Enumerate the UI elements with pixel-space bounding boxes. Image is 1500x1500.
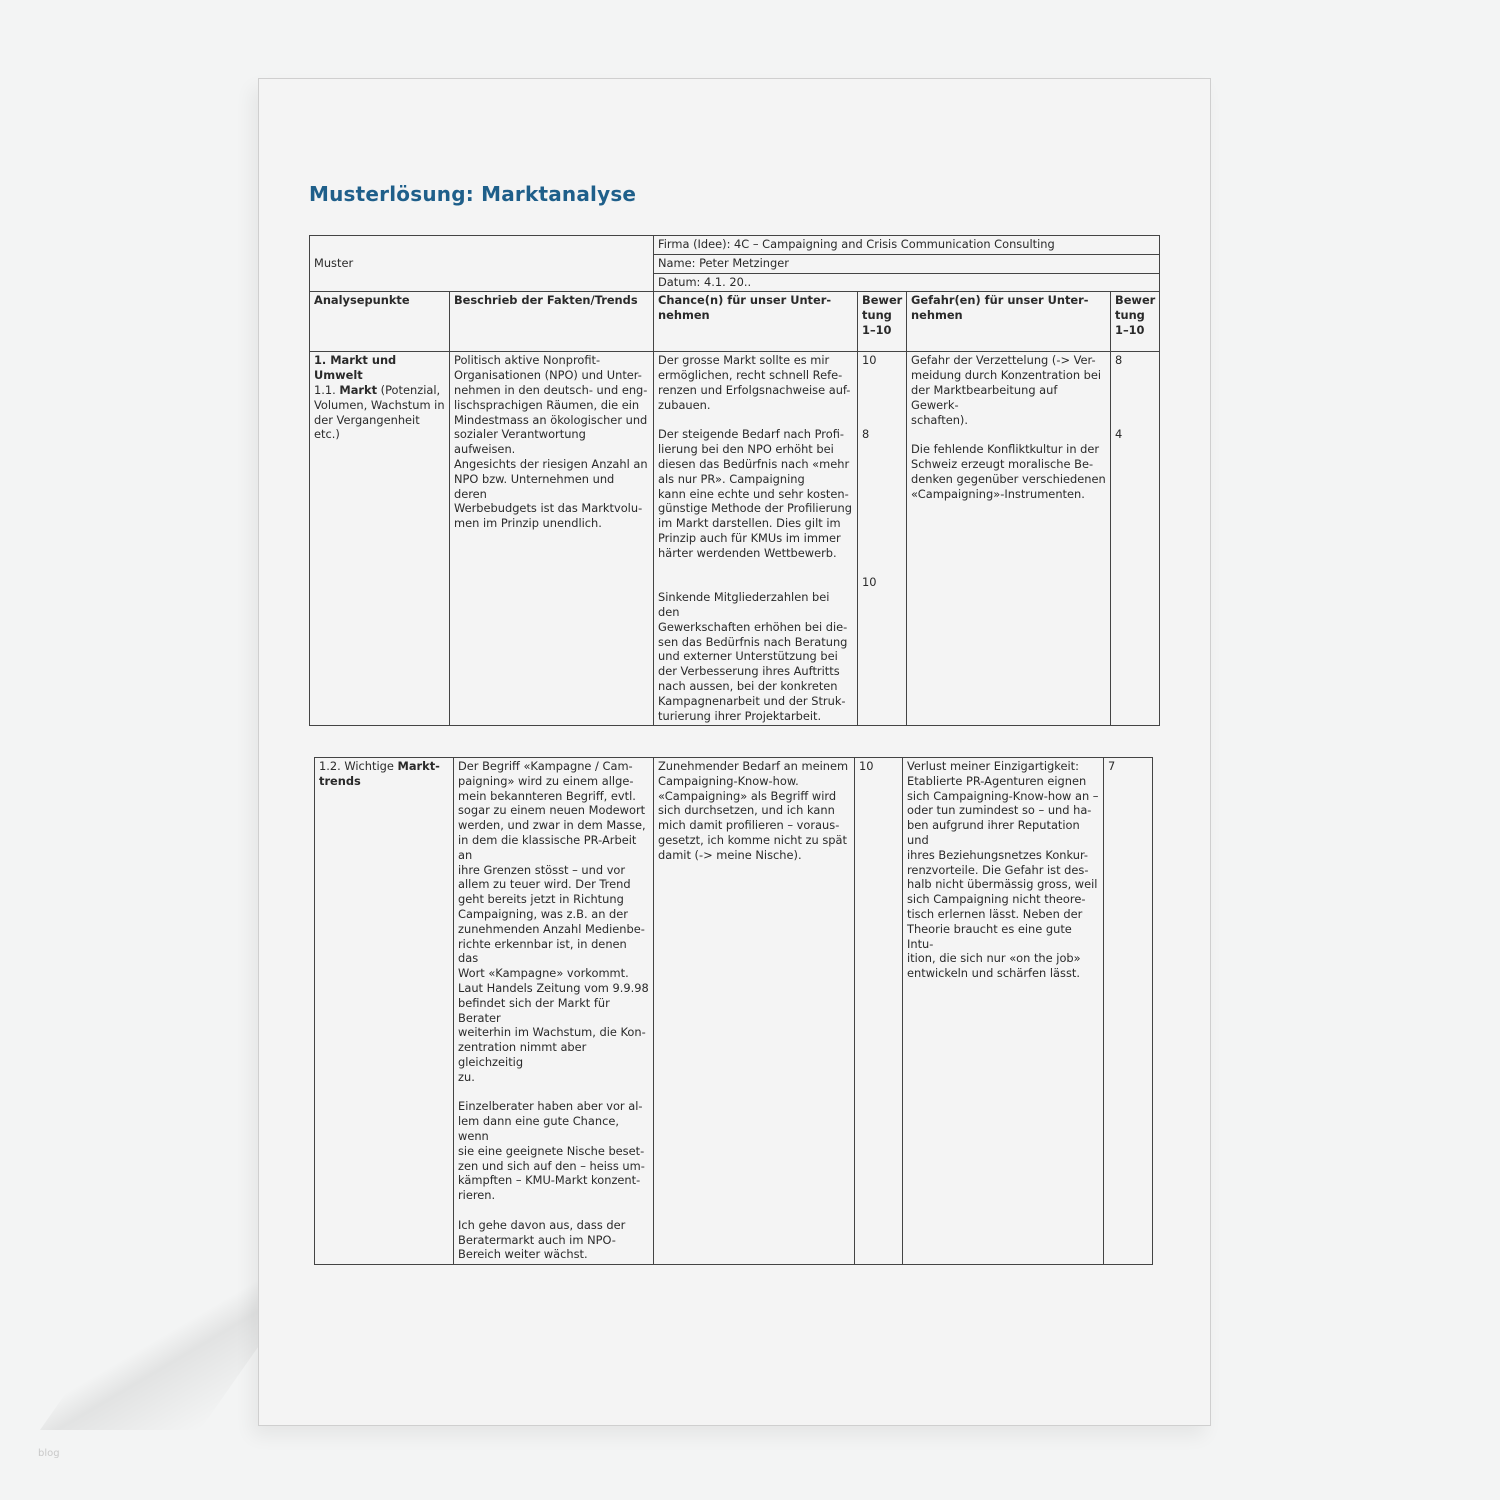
table-row-markttrends <box>315 758 1153 1265</box>
analyse-prefix: 1.1. <box>314 382 340 397</box>
muster-cell: Muster <box>310 236 654 292</box>
analyse-cell <box>315 758 454 1265</box>
col-beschrieb: Beschrieb der Fakten/Trends <box>450 292 654 352</box>
analyse-rest: (Potenzial, Volumen, Wachstum in der Vergangenheit etc.) <box>314 382 445 442</box>
beschrieb-cell: Politisch aktive Nonprofit- Organisationen (NPO) und Unter- nehmen in den deutsch- und eng- lischsprachigen Räumen, die ein Mindestmass an ökologischer und sozialer Verantwortung aufweisen. Angesichts der riesigen Anzahl an NPO bzw. Unternehmen und deren Werbebudgets ist das Marktvolu- men im Prinzip unendlich. <box>450 352 654 726</box>
bewertung-chancen-cell: 10 8 10 <box>858 352 907 726</box>
column-header-row <box>310 292 1160 352</box>
beschrieb-cell: Der Begriff «Kampagne / Cam- paigning» wird zu einem allge- mein bekannteren Begriff, evtl. sogar zu einem neuen Modewort werden, und zwar in dem Masse, in dem die klassische PR-Arbeit an ihre Grenzen stösst – und vor allem zu teuer wird. Der Trend geht bereits jetzt in Richtung Campaigning, was z.B. an der zunehmenden Anzahl Medienbe- richte erkennbar ist, in denen das Wort «Kampagne» vorkommt. Laut Handels Zeitung vom 9.9.98 befindet sich der Markt für Berater weiterhin im Wachstum, die Kon- zentration nimmt aber gleichzeitig zu. Einzelberater haben aber vor al- lem dann eine gute Chance, wenn sie eine geeignete Nische beset- zen und sich auf den – heiss um- kämpften – KMU-Markt konzent- rieren. Ich gehe davon aus, dass der Beratermarkt auch im NPO- Bereich weiter wächst. <box>454 758 654 1265</box>
col-analysepunkte: Analysepunkte <box>310 292 450 352</box>
name-cell: Name: Peter Metzinger <box>654 254 1160 273</box>
analyse-prefix: 1.2. Wichtige <box>319 759 398 773</box>
col-gefahren: Gefahr(en) für unser Unter- nehmen <box>907 292 1111 352</box>
document-title: Musterlösung: Marktanalyse <box>309 182 637 206</box>
datum-cell: Datum: 4.1. 20.. <box>654 273 1160 292</box>
watermark-text: blog <box>38 1448 60 1459</box>
col-bewertung-gefahren: Bewer tung 1–10 <box>1111 292 1160 352</box>
bewertung-chancen-cell: 10 <box>855 758 903 1265</box>
gefahren-cell: Verlust meiner Einzigartigkeit: Etablierte PR-Agenturen eignen sich Campaigning-Know-how an – oder tun zumindest so – und ha- ben aufgrund ihrer Reputation und ihres Beziehungsnetzes Konkur- renzvorteile. Die Gefahr ist des- halb nicht übermässig gross, weil sich Campaigning nicht theore- tisch erlernen lässt. Neben der Theorie braucht es eine gute Intu- ition, die sich nur «on the job» entwickeln und schärfen lässt. <box>903 758 1104 1265</box>
bewertung-gefahren-cell: 7 <box>1104 758 1153 1265</box>
firma-cell: Firma (Idee): 4C – Campaigning and Crisis Communication Consulting <box>654 236 1160 255</box>
analyse-cell <box>310 352 450 726</box>
bewertung-gefahren-cell: 8 4 <box>1111 352 1160 726</box>
header-row-firma <box>310 236 1160 255</box>
document-page <box>258 78 1211 1426</box>
section-heading: 1. Markt und Umwelt <box>314 353 397 383</box>
analysis-table-continued <box>314 757 1153 1265</box>
analysis-table <box>309 235 1160 726</box>
chancen-cell: Der grosse Markt sollte es mir ermöglichen, recht schnell Refe- renzen und Erfolgsnachweise auf- zubauen. Der steigende Bedarf nach Profi- lierung bei den NPO erhöht bei diesen das Bedürfnis nach «mehr als nur PR». Campaigning kann eine echte und sehr kosten- günstige Methode der Profilierung im Markt darstellen. Dies gilt im Prinzip auch für KMUs im immer härter werdenden Wettbewerb. Sinkende Mitgliederzahlen bei den Gewerkschaften erhöhen bei die- sen das Bedürfnis nach Beratung und externer Unterstützung bei der Verbesserung ihres Auftritts nach aussen, bei der konkreten Kampagnenarbeit und der Struk- turierung ihrer Projektarbeit. <box>654 352 858 726</box>
col-bewertung-chancen: Bewer tung 1–10 <box>858 292 907 352</box>
col-chancen: Chance(n) für unser Unter- nehmen <box>654 292 858 352</box>
gefahren-cell: Gefahr der Verzettelung (-> Ver- meidung durch Konzentration bei der Marktbearbeitung auf Gewerk- schaften). Die fehlende Konfliktkultur in der Schweiz erzeugt moralische Be- denken gegenüber verschiedenen «Campaigning»-Instrumenten. <box>907 352 1111 726</box>
analyse-bold: Markt <box>339 382 378 397</box>
table-row-markt <box>310 352 1160 726</box>
chancen-cell: Zunehmender Bedarf an meinem Campaigning-Know-how. «Campaigning» als Begriff wird sich durchsetzen, und ich kann mich damit profilieren – voraus- gesetzt, ich komme nicht zu spät damit (-> meine Nische). <box>654 758 855 1265</box>
analyse-bold: Markt- trends <box>319 759 440 788</box>
